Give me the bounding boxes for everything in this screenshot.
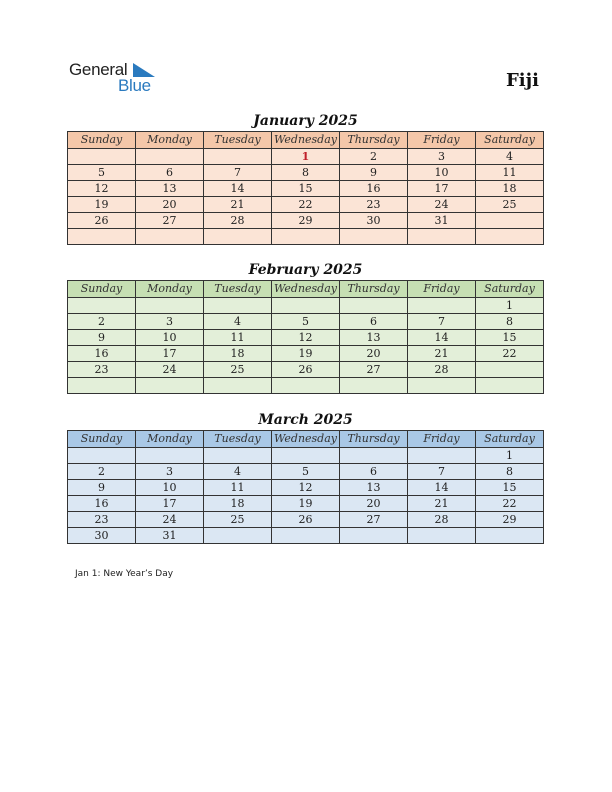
day-cell: 8 xyxy=(476,314,544,330)
empty-day-cell xyxy=(136,448,204,464)
empty-day-cell xyxy=(68,298,136,314)
day-cell: 26 xyxy=(68,213,136,229)
day-cell: 4 xyxy=(476,149,544,165)
day-cell: 18 xyxy=(204,346,272,362)
empty-day-cell xyxy=(136,149,204,165)
day-cell: 5 xyxy=(272,314,340,330)
day-cell: 28 xyxy=(408,362,476,378)
day-cell: 13 xyxy=(340,330,408,346)
day-cell: 24 xyxy=(136,362,204,378)
week-row xyxy=(68,528,544,544)
weekday-header: Tuesday xyxy=(204,431,272,448)
day-cell: 2 xyxy=(340,149,408,165)
day-cell: 26 xyxy=(272,512,340,528)
month-grid xyxy=(67,131,544,245)
weekday-header: Saturday xyxy=(476,431,544,448)
empty-day-cell xyxy=(272,298,340,314)
weekday-header-row xyxy=(68,431,544,448)
day-cell: 27 xyxy=(340,362,408,378)
empty-day-cell xyxy=(136,298,204,314)
logo-text-general: General xyxy=(69,60,128,79)
empty-day-cell xyxy=(204,528,272,544)
day-cell: 28 xyxy=(204,213,272,229)
day-cell: 29 xyxy=(476,512,544,528)
empty-day-cell xyxy=(340,448,408,464)
day-cell: 8 xyxy=(272,165,340,181)
empty-day-cell xyxy=(204,229,272,245)
day-cell: 1 xyxy=(272,149,340,165)
day-cell: 4 xyxy=(204,314,272,330)
day-cell: 18 xyxy=(476,181,544,197)
day-cell: 3 xyxy=(136,464,204,480)
day-cell: 11 xyxy=(204,480,272,496)
weekday-header: Monday xyxy=(136,431,204,448)
weekday-header-row xyxy=(68,281,544,298)
week-row xyxy=(68,298,544,314)
weekday-header: Friday xyxy=(408,431,476,448)
day-cell: 9 xyxy=(340,165,408,181)
day-cell: 3 xyxy=(408,149,476,165)
day-cell: 22 xyxy=(272,197,340,213)
day-cell: 20 xyxy=(340,496,408,512)
day-cell: 19 xyxy=(68,197,136,213)
empty-day-cell xyxy=(68,378,136,394)
week-row xyxy=(68,165,544,181)
weekday-header: Wednesday xyxy=(272,281,340,298)
day-cell: 11 xyxy=(476,165,544,181)
empty-day-cell xyxy=(340,229,408,245)
empty-day-cell xyxy=(476,213,544,229)
weekday-header: Wednesday xyxy=(272,132,340,149)
week-row xyxy=(68,362,544,378)
day-cell: 19 xyxy=(272,496,340,512)
day-cell: 2 xyxy=(68,314,136,330)
day-cell: 29 xyxy=(272,213,340,229)
empty-day-cell xyxy=(340,378,408,394)
week-row xyxy=(68,448,544,464)
day-cell: 1 xyxy=(476,298,544,314)
weekday-header: Sunday xyxy=(68,281,136,298)
week-row xyxy=(68,197,544,213)
weekday-header: Tuesday xyxy=(204,132,272,149)
month-grid xyxy=(67,430,544,544)
week-row xyxy=(68,512,544,528)
day-cell: 17 xyxy=(408,181,476,197)
week-row xyxy=(68,149,544,165)
weekday-header: Monday xyxy=(136,132,204,149)
week-row xyxy=(68,378,544,394)
day-cell: 13 xyxy=(136,181,204,197)
empty-day-cell xyxy=(68,448,136,464)
day-cell: 24 xyxy=(408,197,476,213)
week-row xyxy=(68,213,544,229)
day-cell: 2 xyxy=(68,464,136,480)
day-cell: 15 xyxy=(476,480,544,496)
month-title: March 2025 xyxy=(258,412,353,428)
day-cell: 31 xyxy=(136,528,204,544)
calendar-march xyxy=(67,410,544,544)
day-cell: 15 xyxy=(476,330,544,346)
empty-day-cell xyxy=(476,528,544,544)
day-cell: 17 xyxy=(136,346,204,362)
weekday-header: Wednesday xyxy=(272,431,340,448)
weekday-header: Saturday xyxy=(476,281,544,298)
week-row xyxy=(68,181,544,197)
day-cell: 18 xyxy=(204,496,272,512)
empty-day-cell xyxy=(272,528,340,544)
weekday-header: Thursday xyxy=(340,281,408,298)
calendar-january xyxy=(67,111,544,245)
day-cell: 30 xyxy=(340,213,408,229)
empty-day-cell xyxy=(204,448,272,464)
week-row xyxy=(68,330,544,346)
empty-day-cell xyxy=(408,378,476,394)
weekday-header: Monday xyxy=(136,281,204,298)
day-cell: 6 xyxy=(340,464,408,480)
day-cell: 14 xyxy=(204,181,272,197)
day-cell: 24 xyxy=(136,512,204,528)
empty-day-cell xyxy=(136,378,204,394)
day-cell: 7 xyxy=(204,165,272,181)
weekday-header: Friday xyxy=(408,281,476,298)
month-grid xyxy=(67,280,544,394)
day-cell: 31 xyxy=(408,213,476,229)
day-cell: 23 xyxy=(68,362,136,378)
day-cell: 6 xyxy=(136,165,204,181)
brand-logo xyxy=(69,60,169,96)
day-cell: 17 xyxy=(136,496,204,512)
day-cell: 27 xyxy=(340,512,408,528)
day-cell: 20 xyxy=(136,197,204,213)
day-cell: 16 xyxy=(68,496,136,512)
weekday-header: Saturday xyxy=(476,132,544,149)
week-row xyxy=(68,480,544,496)
empty-day-cell xyxy=(408,298,476,314)
day-cell: 23 xyxy=(340,197,408,213)
day-cell: 8 xyxy=(476,464,544,480)
day-cell: 21 xyxy=(408,346,476,362)
day-cell: 13 xyxy=(340,480,408,496)
day-cell: 20 xyxy=(340,346,408,362)
day-cell: 12 xyxy=(68,181,136,197)
day-cell: 12 xyxy=(272,480,340,496)
empty-day-cell xyxy=(476,229,544,245)
holiday-note: Jan 1: New Year’s Day xyxy=(75,569,174,579)
day-cell: 10 xyxy=(136,330,204,346)
empty-day-cell xyxy=(340,528,408,544)
day-cell: 30 xyxy=(68,528,136,544)
empty-day-cell xyxy=(272,448,340,464)
empty-day-cell xyxy=(68,229,136,245)
day-cell: 7 xyxy=(408,314,476,330)
week-row xyxy=(68,464,544,480)
day-cell: 9 xyxy=(68,330,136,346)
weekday-header-row xyxy=(68,132,544,149)
day-cell: 27 xyxy=(136,213,204,229)
month-title: January 2025 xyxy=(253,113,358,129)
empty-day-cell xyxy=(204,378,272,394)
calendar-february xyxy=(67,260,544,394)
day-cell: 9 xyxy=(68,480,136,496)
holiday-notes xyxy=(75,569,173,579)
day-cell: 7 xyxy=(408,464,476,480)
empty-day-cell xyxy=(204,298,272,314)
empty-day-cell xyxy=(408,229,476,245)
day-cell: 22 xyxy=(476,346,544,362)
day-cell: 4 xyxy=(204,464,272,480)
day-cell: 5 xyxy=(68,165,136,181)
day-cell: 14 xyxy=(408,480,476,496)
day-cell: 16 xyxy=(340,181,408,197)
day-cell: 25 xyxy=(204,512,272,528)
empty-day-cell xyxy=(476,378,544,394)
empty-day-cell xyxy=(68,149,136,165)
day-cell: 6 xyxy=(340,314,408,330)
day-cell: 12 xyxy=(272,330,340,346)
empty-day-cell xyxy=(204,149,272,165)
weekday-header: Friday xyxy=(408,132,476,149)
empty-day-cell xyxy=(408,448,476,464)
day-cell: 22 xyxy=(476,496,544,512)
day-cell: 11 xyxy=(204,330,272,346)
day-cell: 3 xyxy=(136,314,204,330)
day-cell: 10 xyxy=(136,480,204,496)
weekday-header: Thursday xyxy=(340,132,408,149)
country-name: Fiji xyxy=(506,70,539,91)
week-row xyxy=(68,496,544,512)
month-title: February 2025 xyxy=(248,262,363,278)
weekday-header: Sunday xyxy=(68,431,136,448)
empty-day-cell xyxy=(340,298,408,314)
week-row xyxy=(68,229,544,245)
week-row xyxy=(68,346,544,362)
day-cell: 23 xyxy=(68,512,136,528)
logo-triangle-icon xyxy=(133,63,155,77)
weekday-header: Thursday xyxy=(340,431,408,448)
empty-day-cell xyxy=(136,229,204,245)
empty-day-cell xyxy=(272,378,340,394)
empty-day-cell xyxy=(476,362,544,378)
day-cell: 26 xyxy=(272,362,340,378)
week-row xyxy=(68,314,544,330)
day-cell: 25 xyxy=(204,362,272,378)
day-cell: 5 xyxy=(272,464,340,480)
day-cell: 21 xyxy=(204,197,272,213)
weekday-header: Tuesday xyxy=(204,281,272,298)
empty-day-cell xyxy=(272,229,340,245)
weekday-header: Sunday xyxy=(68,132,136,149)
logo-text-blue: Blue xyxy=(118,76,151,95)
day-cell: 14 xyxy=(408,330,476,346)
day-cell: 28 xyxy=(408,512,476,528)
day-cell: 1 xyxy=(476,448,544,464)
empty-day-cell xyxy=(408,528,476,544)
day-cell: 21 xyxy=(408,496,476,512)
day-cell: 25 xyxy=(476,197,544,213)
day-cell: 10 xyxy=(408,165,476,181)
day-cell: 16 xyxy=(68,346,136,362)
day-cell: 19 xyxy=(272,346,340,362)
day-cell: 15 xyxy=(272,181,340,197)
